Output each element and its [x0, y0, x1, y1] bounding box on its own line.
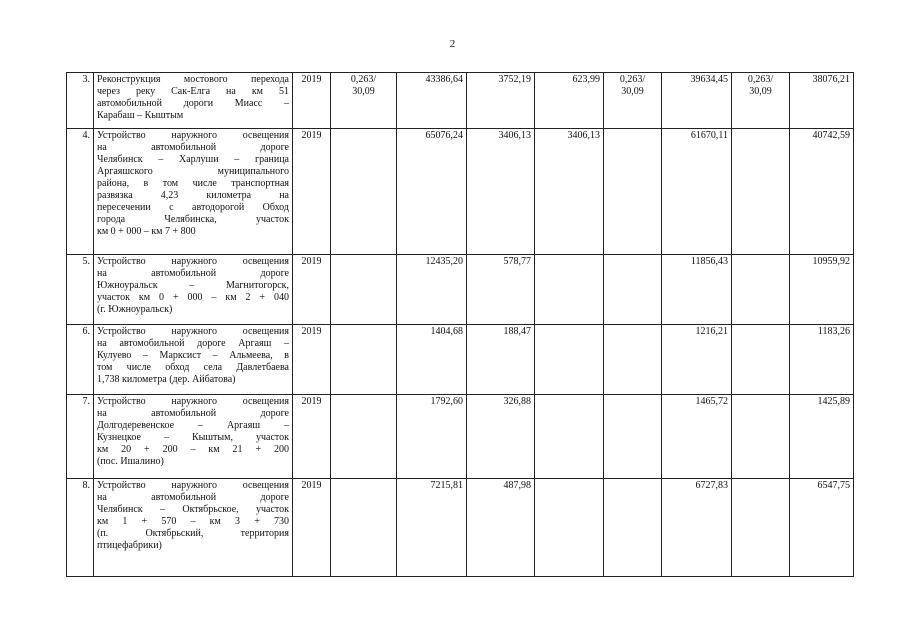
object-name-line: автомобильной дороги Миасс –	[97, 98, 289, 109]
object-name-line: на автомобильной дороге	[97, 268, 289, 279]
total-cost-cell: 65076,24	[397, 129, 467, 255]
capacity-cell	[331, 73, 397, 129]
cost-paid-cell: 3752,19	[467, 73, 535, 129]
cost-prior-cell	[535, 325, 604, 395]
object-name-line: Южноуральск – Магнитогорск,	[97, 280, 289, 291]
capacity-planned-cell	[732, 73, 790, 129]
object-name-line: (г. Южноуральск)	[97, 304, 173, 315]
cost-prior-cell: 623,99	[535, 73, 604, 129]
table-row	[67, 73, 854, 129]
planned-cost-cell: 10959,92	[790, 255, 854, 325]
row-number-cell: 6.	[67, 325, 94, 395]
total-cost-cell: 7215,81	[397, 479, 467, 577]
object-name-line: на автомобильной дороге	[97, 142, 289, 153]
object-name-line: развязка 4,23 километра на	[97, 190, 289, 201]
object-name-line: (пос. Ишалино)	[97, 456, 164, 467]
cost-paid-cell: 326,88	[467, 395, 535, 479]
object-name-line: Кузнецкое – Кыштым, участок	[97, 432, 289, 443]
object-name-line: км 0 + 000 – км 7 + 800	[97, 226, 196, 237]
table-row	[67, 479, 854, 577]
object-name-cell	[94, 325, 293, 395]
object-name-line: Кулуево – Марксист – Альмеева, в	[97, 350, 289, 361]
capacity-planned-cell	[732, 129, 790, 255]
object-name-line: (п. Октябрьский, территория	[97, 528, 289, 539]
row-number-cell: 4.	[67, 129, 94, 255]
object-name-line: Карабаш – Кыштым	[97, 110, 184, 121]
capacity-remaining-cell-part: 30,09	[621, 86, 644, 97]
table-row	[67, 255, 854, 325]
page-number: 2	[449, 38, 456, 50]
object-name-line: Челябинск – Октябрьское, участок	[97, 504, 289, 515]
planned-cost-cell: 40742,59	[790, 129, 854, 255]
planned-cost-cell: 38076,21	[790, 73, 854, 129]
capacity-remaining-cell	[604, 73, 662, 129]
year-cell: 2019	[293, 325, 331, 395]
projects-table	[66, 72, 854, 577]
capacity-planned-cell-part: 0,263/	[747, 74, 774, 85]
object-name-line: Устройство наружного освещения	[97, 130, 289, 141]
year-cell: 2019	[293, 73, 331, 129]
capacity-planned-cell	[732, 479, 790, 577]
cost-prior-cell	[535, 479, 604, 577]
planned-cost-cell: 1183,26	[790, 325, 854, 395]
capacity-remaining-cell	[604, 129, 662, 255]
object-name-cell	[94, 395, 293, 479]
capacity-cell-part: 30,09	[352, 86, 375, 97]
object-name-line: района, в том числе транспортная	[97, 178, 289, 189]
table-row	[67, 395, 854, 479]
object-name-line: на автомобильной дороге Аргаяш –	[97, 338, 289, 349]
remaining-cost-cell: 61670,11	[662, 129, 732, 255]
object-name-line: на автомобильной дороге	[97, 492, 289, 503]
object-name-line: птицефабрики)	[97, 540, 162, 551]
cost-prior-cell: 3406,13	[535, 129, 604, 255]
capacity-cell-part: 0,263/	[350, 74, 377, 85]
total-cost-cell: 12435,20	[397, 255, 467, 325]
total-cost-cell: 43386,64	[397, 73, 467, 129]
object-name-line: на автомобильной дороге	[97, 408, 289, 419]
object-name-cell	[94, 255, 293, 325]
capacity-planned-cell-part: 30,09	[749, 86, 772, 97]
object-name-line: Устройство наружного освещения	[97, 326, 289, 337]
table-row	[67, 129, 854, 255]
object-name-cell	[94, 479, 293, 577]
object-name-line: Реконструкция мостового перехода	[97, 74, 289, 85]
planned-cost-cell: 1425,89	[790, 395, 854, 479]
capacity-remaining-cell	[604, 255, 662, 325]
object-name-line: том числе обход села Давлетбаева	[97, 362, 289, 373]
remaining-cost-cell: 6727,83	[662, 479, 732, 577]
object-name-line: через реку Сак-Елга на км 51	[97, 86, 289, 97]
planned-cost-cell: 6547,75	[790, 479, 854, 577]
capacity-remaining-cell	[604, 325, 662, 395]
remaining-cost-cell: 1465,72	[662, 395, 732, 479]
capacity-planned-cell	[732, 395, 790, 479]
object-name-line: Челябинск – Харлуши – граница	[97, 154, 289, 165]
total-cost-cell: 1792,60	[397, 395, 467, 479]
object-name-line: км 1 + 570 – км 3 + 730	[97, 516, 289, 527]
total-cost-cell: 1404,68	[397, 325, 467, 395]
remaining-cost-cell: 1216,21	[662, 325, 732, 395]
object-name-cell	[94, 73, 293, 129]
cost-paid-cell: 578,77	[467, 255, 535, 325]
capacity-planned-cell	[732, 325, 790, 395]
capacity-cell	[331, 395, 397, 479]
capacity-planned-cell	[732, 255, 790, 325]
object-name-line: Долгодеревенское – Аргаяш –	[97, 420, 289, 431]
object-name-line: города Челябинска, участок	[97, 214, 289, 225]
capacity-remaining-cell-part: 0,263/	[619, 74, 646, 85]
capacity-cell	[331, 479, 397, 577]
object-name-line: км 20 + 200 – км 21 + 200	[97, 444, 289, 455]
object-name-line: Устройство наружного освещения	[97, 256, 289, 267]
capacity-cell	[331, 255, 397, 325]
object-name-line: Устройство наружного освещения	[97, 396, 289, 407]
year-cell: 2019	[293, 479, 331, 577]
year-cell: 2019	[293, 255, 331, 325]
object-name-line: 1,738 километра (дер. Айбатова)	[97, 374, 236, 385]
capacity-remaining-cell	[604, 395, 662, 479]
remaining-cost-cell: 39634,45	[662, 73, 732, 129]
cost-paid-cell: 3406,13	[467, 129, 535, 255]
capacity-remaining-cell	[604, 479, 662, 577]
capacity-cell	[331, 325, 397, 395]
year-cell: 2019	[293, 129, 331, 255]
row-number-cell: 8.	[67, 479, 94, 577]
object-name-line: Устройство наружного освещения	[97, 480, 289, 491]
cost-paid-cell: 487,98	[467, 479, 535, 577]
capacity-cell	[331, 129, 397, 255]
row-number-cell: 5.	[67, 255, 94, 325]
object-name-line: пересечении с автодорогой Обход	[97, 202, 289, 213]
cost-prior-cell	[535, 395, 604, 479]
object-name-cell	[94, 129, 293, 255]
cost-paid-cell: 188,47	[467, 325, 535, 395]
remaining-cost-cell: 11856,43	[662, 255, 732, 325]
table-row	[67, 325, 854, 395]
year-cell: 2019	[293, 395, 331, 479]
object-name-line: Аргаяшского муниципального	[97, 166, 289, 177]
row-number-cell: 3.	[67, 73, 94, 129]
object-name-line: участок км 0 + 000 – км 2 + 040	[97, 292, 289, 303]
row-number-cell: 7.	[67, 395, 94, 479]
cost-prior-cell	[535, 255, 604, 325]
